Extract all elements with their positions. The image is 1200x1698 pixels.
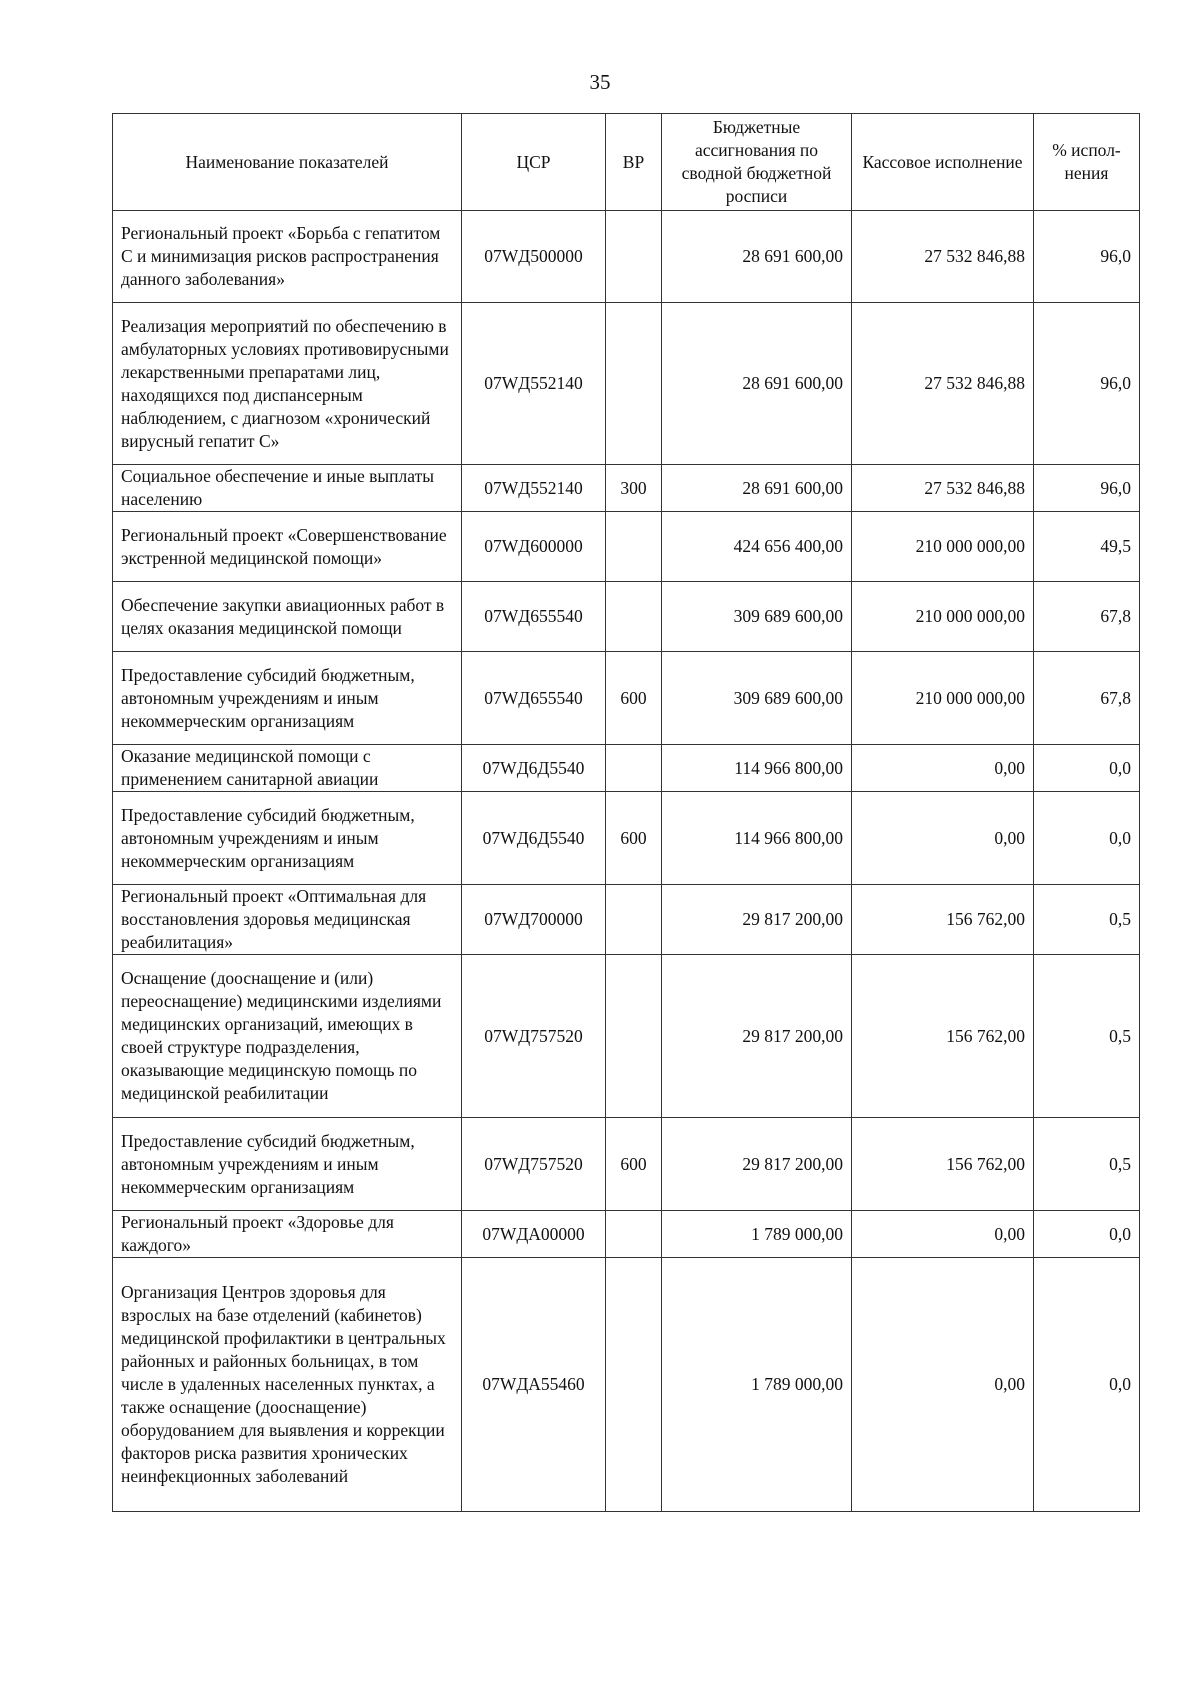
row-csr: 07WД6Д5540 xyxy=(462,792,606,885)
row-pct: 96,0 xyxy=(1034,303,1140,465)
row-budget: 114 966 800,00 xyxy=(662,792,852,885)
row-budget: 29 817 200,00 xyxy=(662,955,852,1118)
row-cash: 156 762,00 xyxy=(852,1118,1034,1211)
table-row xyxy=(113,792,1140,885)
row-vr xyxy=(606,1258,662,1512)
row-name: Обеспечение закупки авиационных работ в целях оказания медицинской помощи xyxy=(113,582,462,652)
row-cash: 0,00 xyxy=(852,745,1034,792)
row-budget: 1 789 000,00 xyxy=(662,1258,852,1512)
row-budget: 309 689 600,00 xyxy=(662,582,852,652)
row-pct: 67,8 xyxy=(1034,652,1140,745)
table-row xyxy=(113,885,1140,955)
header-budget: Бюджетные ассигнования по сводной бюджетной росписи xyxy=(662,114,852,211)
row-csr: 07WД552140 xyxy=(462,465,606,512)
row-budget: 28 691 600,00 xyxy=(662,303,852,465)
row-name: Региональный проект «Совершенствование экстренной медицинской помощи» xyxy=(113,512,462,582)
row-budget: 309 689 600,00 xyxy=(662,652,852,745)
row-vr xyxy=(606,1211,662,1258)
table-row xyxy=(113,582,1140,652)
row-vr xyxy=(606,745,662,792)
row-cash: 210 000 000,00 xyxy=(852,652,1034,745)
row-name: Социальное обеспечение и иные выплаты населению xyxy=(113,465,462,512)
row-cash: 0,00 xyxy=(852,1211,1034,1258)
row-vr: 300 xyxy=(606,465,662,512)
table-row xyxy=(113,1258,1140,1512)
row-pct: 49,5 xyxy=(1034,512,1140,582)
budget-table xyxy=(112,113,1140,1512)
row-vr: 600 xyxy=(606,652,662,745)
row-csr: 07WДА55460 xyxy=(462,1258,606,1512)
row-cash: 156 762,00 xyxy=(852,955,1034,1118)
row-cash: 27 532 846,88 xyxy=(852,303,1034,465)
header-cash: Кассовое исполнение xyxy=(852,114,1034,211)
row-budget: 28 691 600,00 xyxy=(662,211,852,303)
row-csr: 07WД655540 xyxy=(462,652,606,745)
table-row xyxy=(113,465,1140,512)
table-row xyxy=(113,652,1140,745)
row-budget: 1 789 000,00 xyxy=(662,1211,852,1258)
row-vr xyxy=(606,303,662,465)
row-cash: 156 762,00 xyxy=(852,885,1034,955)
table-row xyxy=(113,745,1140,792)
row-csr: 07WД700000 xyxy=(462,885,606,955)
row-vr xyxy=(606,512,662,582)
row-name: Предоставление субсидий бюджетным, автономным учреждениям и иным некоммерческим организациям xyxy=(113,1118,462,1211)
row-pct: 0,0 xyxy=(1034,745,1140,792)
row-csr: 07WД6Д5540 xyxy=(462,745,606,792)
row-csr: 07WД552140 xyxy=(462,303,606,465)
row-cash: 27 532 846,88 xyxy=(852,211,1034,303)
row-vr xyxy=(606,211,662,303)
row-name: Организация Центров здоровья для взрослых на базе отделений (кабинетов) медицинской профилактики в центральных районных и районных больницах, в том числе в удаленных населенных пунктах, а также оснащение (дооснащение) оборудованием для выявления и коррекции факторов риска развития хронических неинфекционных заболеваний xyxy=(113,1258,462,1512)
row-cash: 0,00 xyxy=(852,792,1034,885)
row-budget: 29 817 200,00 xyxy=(662,885,852,955)
row-budget: 28 691 600,00 xyxy=(662,465,852,512)
row-pct: 0,5 xyxy=(1034,955,1140,1118)
row-pct: 96,0 xyxy=(1034,465,1140,512)
row-pct: 0,5 xyxy=(1034,885,1140,955)
row-budget: 424 656 400,00 xyxy=(662,512,852,582)
row-name: Предоставление субсидий бюджетным, автономным учреждениям и иным некоммерческим организациям xyxy=(113,652,462,745)
row-name: Предоставление субсидий бюджетным, автономным учреждениям и иным некоммерческим организациям xyxy=(113,792,462,885)
row-cash: 210 000 000,00 xyxy=(852,582,1034,652)
row-name: Региональный проект «Борьба с гепатитом С и минимизация рисков распространения данного заболевания» xyxy=(113,211,462,303)
row-vr xyxy=(606,582,662,652)
row-pct: 0,0 xyxy=(1034,1258,1140,1512)
row-vr xyxy=(606,885,662,955)
row-vr xyxy=(606,955,662,1118)
row-name: Региональный проект «Оптимальная для восстановления здоровья медицинская реабилитация» xyxy=(113,885,462,955)
table-row xyxy=(113,1211,1140,1258)
row-pct: 0,0 xyxy=(1034,792,1140,885)
row-cash: 0,00 xyxy=(852,1258,1034,1512)
header-name: Наименование показателей xyxy=(113,114,462,211)
table-header-row xyxy=(113,114,1140,211)
row-csr: 07WДА00000 xyxy=(462,1211,606,1258)
row-csr: 07WД757520 xyxy=(462,1118,606,1211)
row-csr: 07WД500000 xyxy=(462,211,606,303)
row-name: Оказание медицинской помощи с применением санитарной авиации xyxy=(113,745,462,792)
row-pct: 0,0 xyxy=(1034,1211,1140,1258)
row-budget: 29 817 200,00 xyxy=(662,1118,852,1211)
row-pct: 67,8 xyxy=(1034,582,1140,652)
row-vr: 600 xyxy=(606,792,662,885)
header-vr: ВР xyxy=(606,114,662,211)
table-row xyxy=(113,211,1140,303)
row-csr: 07WД757520 xyxy=(462,955,606,1118)
table-row xyxy=(113,512,1140,582)
header-pct: % испол-нения xyxy=(1034,114,1140,211)
row-name: Реализация мероприятий по обеспечению в амбулаторных условиях противовирусными лекарственными препаратами лиц, находящихся под диспансерным наблюдением, с диагнозом «хронический вирусный гепатит С» xyxy=(113,303,462,465)
row-budget: 114 966 800,00 xyxy=(662,745,852,792)
table-row xyxy=(113,1118,1140,1211)
table-row xyxy=(113,955,1140,1118)
row-name: Региональный проект «Здоровье для каждого» xyxy=(113,1211,462,1258)
row-csr: 07WД655540 xyxy=(462,582,606,652)
row-cash: 210 000 000,00 xyxy=(852,512,1034,582)
row-cash: 27 532 846,88 xyxy=(852,465,1034,512)
row-pct: 0,5 xyxy=(1034,1118,1140,1211)
row-csr: 07WД600000 xyxy=(462,512,606,582)
header-csr: ЦСР xyxy=(462,114,606,211)
page-number: 35 xyxy=(589,70,611,94)
table-row xyxy=(113,303,1140,465)
row-vr: 600 xyxy=(606,1118,662,1211)
row-pct: 96,0 xyxy=(1034,211,1140,303)
row-name: Оснащение (дооснащение и (или) переоснащение) медицинскими изделиями медицинских организаций, имеющих в своей структуре подразделения, оказывающие медицинскую помощь по медицинской реабилитации xyxy=(113,955,462,1118)
